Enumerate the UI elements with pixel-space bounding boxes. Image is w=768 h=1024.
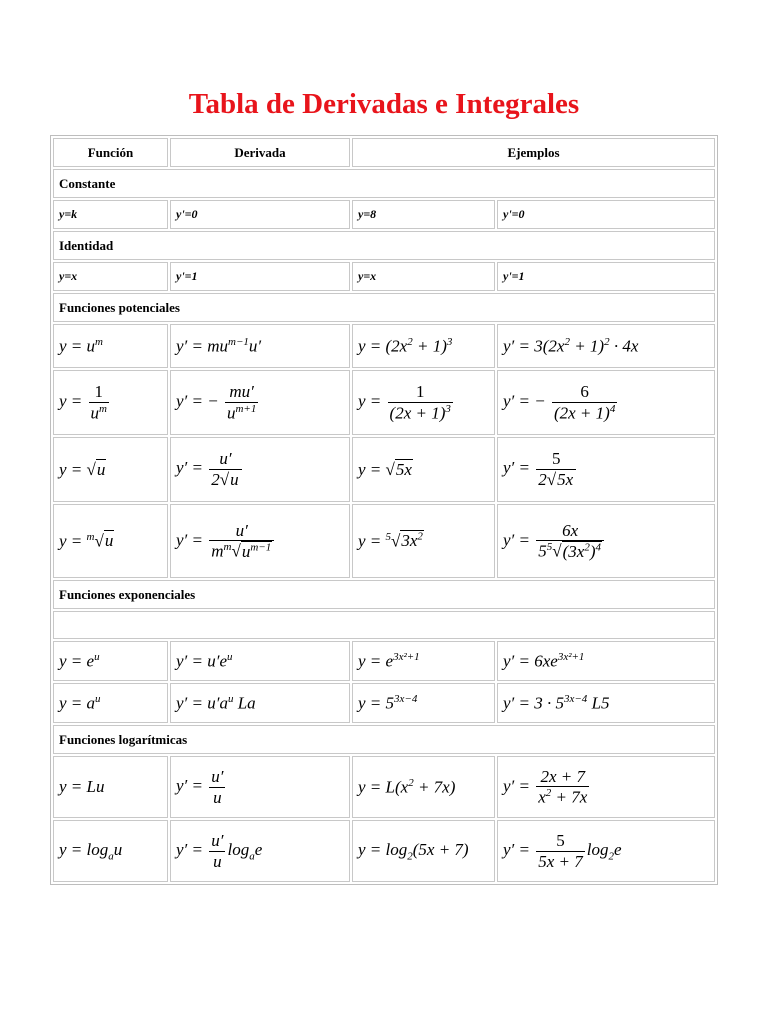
formula-funcion: y = $^m$√u bbox=[53, 504, 168, 578]
formula-row-ln bbox=[53, 756, 715, 818]
formula-funcion: y = √u bbox=[53, 437, 168, 502]
formula-ejemplo: $y = (2x^2 + 1)^3$ bbox=[352, 324, 495, 368]
formula-ejemplo-derivada: $y' = 6xe^{3x^2+1}$ bbox=[497, 641, 715, 681]
cell-funcion: y=k bbox=[53, 200, 168, 229]
formula-funcion: y = Lu bbox=[53, 756, 168, 818]
section-row bbox=[53, 580, 715, 609]
formula-ejemplo: $y = e^{3x^2+1}$ bbox=[352, 641, 495, 681]
section-row bbox=[53, 725, 715, 754]
cell-derivada: y'=1 bbox=[170, 262, 350, 291]
formula-ejemplo: $y = \log_2(5x + 7)$ bbox=[352, 820, 495, 882]
formula-derivada: $y' = u'e^u$ bbox=[170, 641, 350, 681]
formula-ejemplo-derivada: y′ = $\frac{2x + 7}{x^2 + 7x}$ bbox=[497, 756, 715, 818]
section-constante: Constante bbox=[53, 169, 715, 198]
formula-derivada: y′ = $\frac{u'}{2√u}$ bbox=[170, 437, 350, 502]
formula-row-exp-a bbox=[53, 683, 715, 723]
section-identidad: Identidad bbox=[53, 231, 715, 260]
formula-funcion: $y = \log_au$ bbox=[53, 820, 168, 882]
section-row bbox=[53, 293, 715, 322]
formula-derivada: y′ = $\frac{u'}{u}$ $\log_ae$ bbox=[170, 820, 350, 882]
formula-ejemplo: y = √5x bbox=[352, 437, 495, 502]
formula-ejemplo-derivada: $y' = 3(2x^2 + 1)^2 \cdot 4x$ bbox=[497, 324, 715, 368]
formula-row-exp-e bbox=[53, 641, 715, 681]
formula-funcion: $y = a^u$ bbox=[53, 683, 168, 723]
empty-row bbox=[53, 611, 715, 639]
header-funcion: Función bbox=[53, 138, 168, 167]
formula-row-root bbox=[53, 504, 715, 578]
section-potenciales: Funciones potenciales bbox=[53, 293, 715, 322]
page-title: Tabla de Derivadas e Integrales bbox=[188, 88, 580, 120]
header-row bbox=[53, 138, 715, 167]
formula-row-sqrt bbox=[53, 437, 715, 502]
formula-derivada: y′ = $\frac{u'}{u}$ bbox=[170, 756, 350, 818]
formula-ejemplo-derivada: y′ = $\frac{6x}{5^5√(3x^2)^4}$ bbox=[497, 504, 715, 578]
cell-funcion: y=x bbox=[53, 262, 168, 291]
cell-ejemplo-derivada: y'=1 bbox=[497, 262, 715, 291]
formula-derivada: $y' = u'a^u$ La bbox=[170, 683, 350, 723]
section-logaritmicas: Funciones logarítmicas bbox=[53, 725, 715, 754]
formula-ejemplo-derivada: $y' = 3 \cdot 5^{3x-4}$ L5 bbox=[497, 683, 715, 723]
formula-funcion: $y = u^m$ bbox=[53, 324, 168, 368]
formula-funcion: y = $\frac{1}{u^m}$ bbox=[53, 370, 168, 435]
derivatives-table bbox=[50, 135, 718, 885]
cell-ejemplo: y=8 bbox=[352, 200, 495, 229]
formula-row-log bbox=[53, 820, 715, 882]
cell-ejemplo-derivada: y'=0 bbox=[497, 200, 715, 229]
formula-ejemplo-derivada: y′ = $\frac{5}{5x + 7}$ $\log_2e$ bbox=[497, 820, 715, 882]
formula-row-power bbox=[53, 324, 715, 368]
formula-funcion: $y = e^u$ bbox=[53, 641, 168, 681]
table-row bbox=[53, 200, 715, 229]
formula-derivada: $y' = mu^{m-1}u'$ bbox=[170, 324, 350, 368]
formula-row-reciprocal bbox=[53, 370, 715, 435]
header-derivada: Derivada bbox=[170, 138, 350, 167]
formula-ejemplo: $y = ^5√3x^2$ bbox=[352, 504, 495, 578]
formula-ejemplo-derivada: y′ = − $\frac{6}{(2x + 1)^4}$ bbox=[497, 370, 715, 435]
cell-derivada: y'=0 bbox=[170, 200, 350, 229]
formula-derivada: y′ = − $\frac{mu'}{u^{m+1}}$ bbox=[170, 370, 350, 435]
section-row bbox=[53, 169, 715, 198]
section-exponenciales: Funciones exponenciales bbox=[53, 580, 715, 609]
section-row bbox=[53, 231, 715, 260]
cell-ejemplo: y=x bbox=[352, 262, 495, 291]
table-row bbox=[53, 262, 715, 291]
header-ejemplos: Ejemplos bbox=[352, 138, 715, 167]
formula-ejemplo: $y = L(x^2 + 7x)$ bbox=[352, 756, 495, 818]
formula-ejemplo-derivada: y′ = $\frac{5}{2√5x}$ bbox=[497, 437, 715, 502]
empty-cell bbox=[53, 611, 715, 639]
formula-ejemplo: $y = 5^{3x-4}$ bbox=[352, 683, 495, 723]
formula-ejemplo: y = $\frac{1}{(2x + 1)^3}$ bbox=[352, 370, 495, 435]
formula-derivada: y′ = $\frac{u'}{m^m√u^{m-1}}$ bbox=[170, 504, 350, 578]
